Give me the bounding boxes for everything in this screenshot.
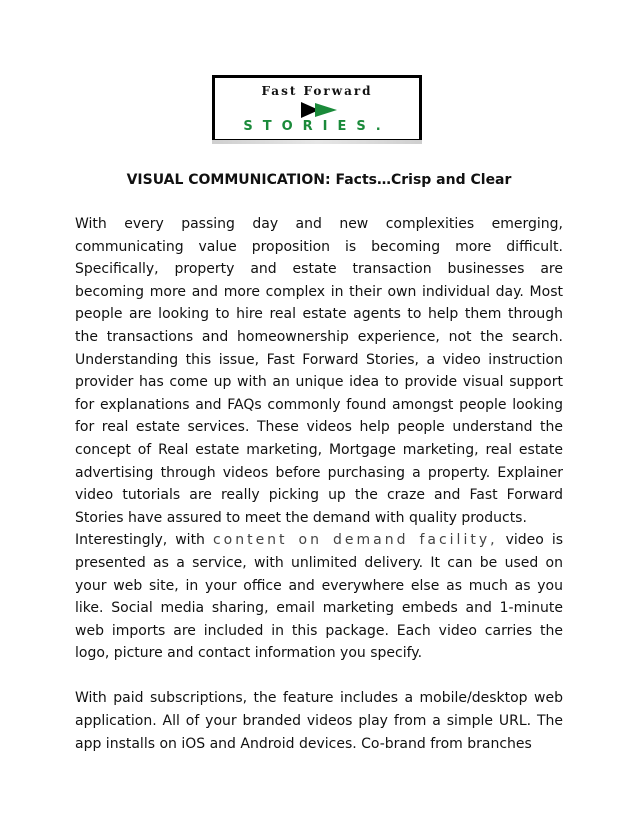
document-body: [75, 213, 563, 755]
paragraph-1: With every passing day and new complexities emerging, communicating value proposition is becoming more difficult. Specifically, property and estate transaction businesses are becoming more and more complex in their own individual day. Most people are looking to hire real estate agents to help them through the transactions and homeownership experience, not the search. Understanding this issue, Fast Forward Stories, a video instruction provider has come up with an unique idea to provide visual support for explanations and FAQs commonly found amongst people looking for real estate services. These videos help people understand the concept of Real estate marketing, Mortgage marketing, real estate advertising through videos before purchasing a property. Explainer video tutorials are really picking up the craze and Fast Forward Stories have assured to meet the demand with quality products.: [75, 216, 563, 526]
paragraph-2: [75, 529, 563, 665]
company-logo: [212, 75, 422, 142]
paragraph-2-highlight: content on demand facility,: [212, 532, 498, 549]
paragraph-3: With paid subscriptions, the feature includes a mobile/desktop web application. All of your branded videos play from a simple URL. The app installs on iOS and Android devices. Co-brand from branches: [75, 690, 563, 752]
fast-forward-arrow-icon: [301, 102, 337, 118]
document-title: VISUAL COMMUNICATION: Facts…Crisp and Clear: [126, 172, 512, 188]
paragraph-2-lead: Interestingly, with: [75, 532, 213, 549]
logo-line1: Fast Forward: [261, 84, 373, 98]
logo-line2: STORIES.: [243, 119, 391, 134]
paragraph-2-rest: video is presented as a service, with unlimited delivery. It can be used on your web site, in your office and everywhere else as much as you like. Social media sharing, email marketing embeds and 1-minute web imports are included in this package. Each video carries the logo, picture and contact information you specify.: [75, 532, 564, 662]
logo-tagline-strip: [212, 140, 422, 144]
paragraph-gap: [75, 665, 563, 688]
